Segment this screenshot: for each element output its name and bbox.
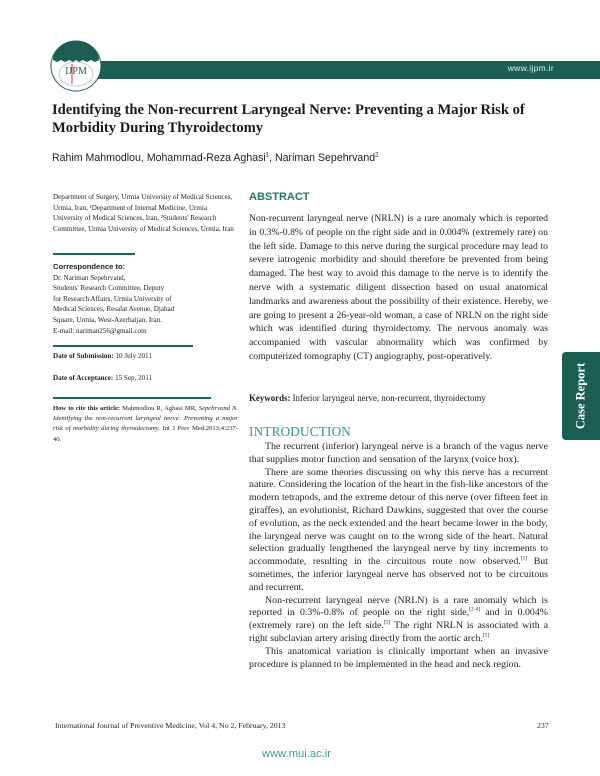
correspondence-line: Medical Sciences, Resalat Avenue, Djahad <box>53 305 175 314</box>
reference-link[interactable]: [5] <box>383 619 391 626</box>
cite-authors: Mahmodlou R, Aghasi MR, <box>122 405 199 412</box>
page-number: 237 <box>537 721 549 730</box>
author-list <box>52 152 378 164</box>
divider <box>53 397 211 399</box>
correspondence-email[interactable]: E-mail: nariman256@gmail.com <box>53 326 147 335</box>
paragraph: This anatomical variation is clinically important when an invasive procedure is planned to be implemented in the head and neck region. <box>249 645 548 670</box>
submission-label: Date of Submission: <box>53 352 114 360</box>
cite-title: Sepehrvand N. Identifying the non-recurrent laryngeal nerve: Preventing a major risk of morbidity during thyroidectomy. <box>53 405 238 433</box>
text: Non-recurrent laryngeal nerve (NRLN) is a rare anomaly which is reported in 0.3%-0.8% of people on the right side, <box>249 594 548 619</box>
journal-website[interactable]: www.ijpm.ir <box>507 63 554 73</box>
text: and in 0.004% (extremely rare) on the left side. <box>249 607 548 632</box>
introduction-heading: INTRODUCTION <box>249 424 352 439</box>
affiliation-mark: 1 <box>265 152 270 159</box>
submission-date <box>53 351 238 362</box>
author-name: Mohammad-Reza Aghasi <box>146 152 266 164</box>
correspondence-line: Dr. Nariman Sepehrvand, <box>53 273 126 282</box>
correspondence-label: Correspondence to: <box>53 262 126 271</box>
cite-label: How to cite this article: <box>53 405 121 412</box>
separator: , <box>140 152 147 164</box>
article-type-label: Case Report <box>573 362 588 430</box>
journal-logo <box>50 40 102 92</box>
paragraph <box>249 467 548 595</box>
acceptance-date <box>53 373 238 384</box>
cite-journal: Int J Prev Med.2013;4:237-40. <box>53 425 238 443</box>
article-type-tab <box>562 352 600 440</box>
introduction-text <box>249 441 548 671</box>
keywords <box>249 393 486 403</box>
article-title: Identifying the Non-recurrent Laryngeal Nerve: Preventing a Major Risk of Morbidity During Thyroidectomy <box>52 102 525 136</box>
reference-link[interactable]: [5] <box>482 632 490 639</box>
reference-link[interactable]: [2-4] <box>469 607 481 614</box>
acceptance-label: Date of Acceptance: <box>53 374 114 382</box>
watermark-url[interactable]: www.mui.ac.ir <box>262 748 331 760</box>
correspondence-line: Students' Research Committee, Deputy <box>53 284 165 293</box>
author-name: Nariman Sepehrvand <box>275 152 376 164</box>
correspondence-line: Square, Urmia, West-Azerbaijan, Iran. <box>53 315 163 324</box>
keywords-value: Inferior laryngeal nerve, non-recurrent, thyroidectomy <box>290 393 486 403</box>
divider <box>53 253 135 255</box>
separator: , <box>269 152 275 164</box>
paragraph <box>249 595 548 646</box>
correspondence <box>53 262 238 336</box>
text: There are some theories discussing on why this nerve has a recurrent nature. Considering the location of the heart in the fish-like ancestors of the modern tetrapods, and the extreme detour of this nerve (over fifteen feet in giraffes), an evolutionist, Richard Dawkins, suggested that over the course of evolution, as the neck extended and the heart became lower in the body, the laryngeal nerve was caught on to the wrong side of the heart. Natural selection gradually lengthened the laryngeal nerve by tiny increments to accommodate, resulting in the circuitous route now observed. <box>249 466 548 568</box>
reference-link[interactable]: [1] <box>520 555 528 562</box>
divider <box>53 345 193 347</box>
svg-text:IJPM: IJPM <box>65 66 87 77</box>
text: But sometimes, the inferior laryngeal nerve has observed not to be circuitous and recurrent. <box>249 556 548 593</box>
footer-journal: International Journal of Preventive Medicine, Vol 4, No 2, February, 2013 <box>55 721 286 730</box>
abstract-heading: ABSTRACT <box>249 191 310 203</box>
submission-value: 10 July 2011 <box>115 352 152 360</box>
paragraph: The recurrent (inferior) laryngeal nerve is a branch of the vagus nerve that supplies motor function and sensation of the larynx (voice box). <box>249 441 548 465</box>
acceptance-value: 15 Sep, 2011 <box>115 374 153 382</box>
abstract-text: Non-recurrent laryngeal nerve (NRLN) is a rare anomaly which is reported in 0.3%-0.8% of people on the right side and in 0.004% (extremely rare) on the left side. Damage to this nerve during the surgical procedure may lead to severe iatrogenic morbidity and should therefore be prevented from being damaged. The best way to avoid this damage to the nerve is to identify the nerve with a systematic diligent dissection based on usual anatomical landmarks and awareness about the possibility of their existence. Hereby, we are going to present a 26-year-old woman, a case of NRLN on the right side which was identified during thyroidectomy. The nervous anomaly was accompanied with vascular abnormality which was confirmed by computerized tomography (CT) angiography, post-operatively. <box>249 213 548 362</box>
author-name: Rahim Mahmodlou <box>52 152 141 164</box>
affiliations: Department of Surgery, Urmia University of Medical Sciences, Urmia, Iran, ¹Department of Internal Medicine, Urmia University of Medical Sciences, Iran, ²Students' Research Committee, Urmia University of Medical Sciences, Urmia, Iran <box>53 193 234 233</box>
correspondence-line: for Research Affairs, Urmia University of <box>53 294 172 303</box>
keywords-label: Keywords: <box>249 393 291 403</box>
citation <box>53 404 238 445</box>
affiliation-mark: 2 <box>375 152 379 159</box>
text: The right NRLN is associated with a right subclavian artery arising directly from the aortic arch. <box>249 620 549 644</box>
